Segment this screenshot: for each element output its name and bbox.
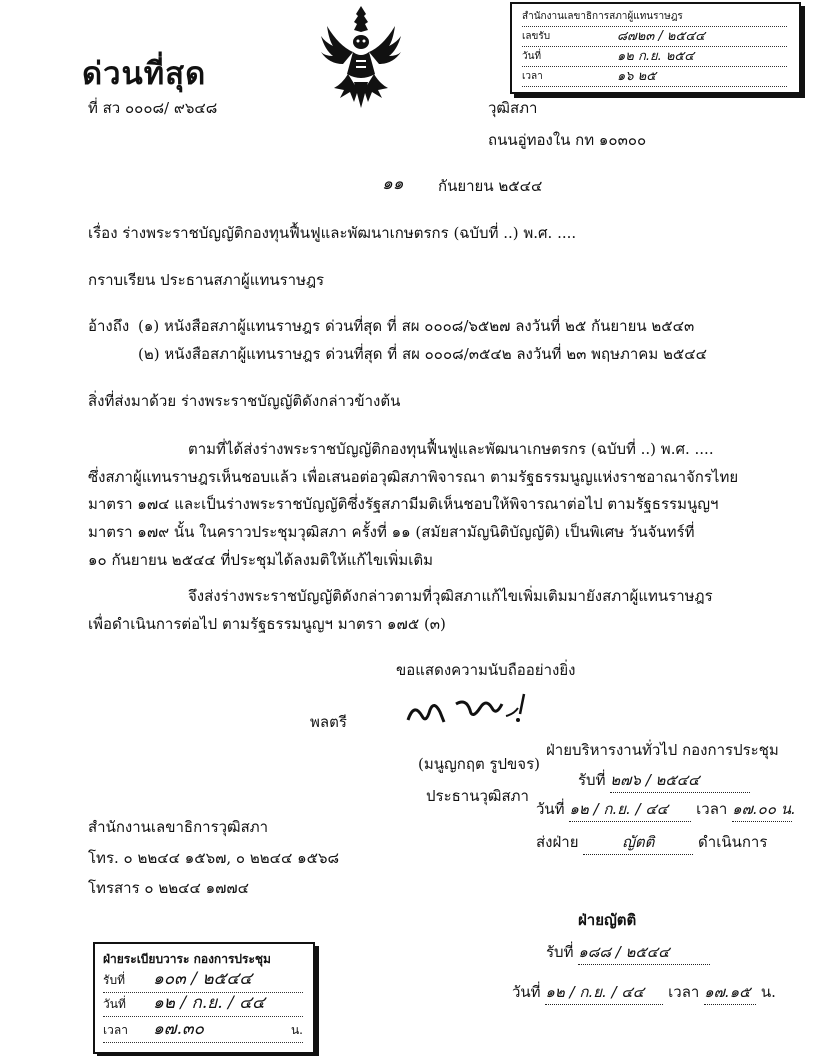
admin-note-send-value: ญัตติ <box>583 830 693 855</box>
motion-note-date-label: วันที่ <box>512 983 541 1001</box>
received-stamp-time-label: เวลา <box>522 71 543 82</box>
motion-note-time-label: เวลา <box>668 983 700 1001</box>
closing-line: ขอแสดงความนับถืออย่างยิ่ง <box>396 661 576 679</box>
received-stamp-number-label: เลขรับ <box>522 31 551 42</box>
motion-note-recv-label: รับที่ <box>546 943 574 961</box>
agenda-stamp-date-label: วันที่ <box>103 997 126 1011</box>
urgency-heading: ด่วนที่สุด <box>82 56 207 92</box>
signatory-title: ประธานวุฒิสภา <box>426 787 529 805</box>
admin-note-send-label: ส่งฝ่าย <box>536 833 579 851</box>
received-stamp-time-value: ๑๖ ๒๕ <box>617 69 657 84</box>
signatory-rank: พลตรี <box>310 713 347 731</box>
admin-note-time-value: ๑๗.๐๐ น. <box>732 797 792 822</box>
motion-note-title: ฝ่ายญัตติ <box>578 911 637 929</box>
references-label: อ้างถึง <box>88 317 130 335</box>
sender-address: ถนนอู่ทองใน กท ๑๐๓๐๐ <box>488 131 647 149</box>
agenda-stamp-time-row <box>103 1019 303 1043</box>
admin-note-date-label: วันที่ <box>536 800 565 818</box>
contact-telephone: โทร. ๐ ๒๒๔๔ ๑๕๖๗, ๐ ๒๒๔๔ ๑๕๖๘ <box>88 849 340 867</box>
reference-item-1: (๑) หนังสือสภาผู้แทนราษฎร ด่วนที่สุด ที่ สผ ๐๐๐๘/๖๕๒๗ ลงวันที่ ๒๕ กันยายน ๒๕๔๓ <box>138 317 695 335</box>
date-month-year: กันยายน ๒๕๔๔ <box>438 177 543 195</box>
admin-note-recv-label: รับที่ <box>578 771 606 789</box>
agenda-stamp-recv-value: ๑๐๓ / ๒๕๔๔ <box>153 969 253 989</box>
admin-note-recv-value: ๒๗๖ / ๒๕๔๔ <box>610 768 750 793</box>
admin-note-date-value: ๑๒ / ก.ย. / ๔๔ <box>569 797 691 822</box>
motion-note-unit: น. <box>760 983 776 1001</box>
agenda-stamp-time-label: เวลา <box>103 1023 128 1037</box>
received-stamp-office: สำนักงานเลขาธิการสภาผู้แทนราษฎร <box>522 11 683 22</box>
date-day: ๑๑ <box>382 174 404 194</box>
agenda-stamp-date-row <box>103 993 303 1017</box>
agenda-stamp <box>93 942 315 1054</box>
salutation: กราบเรียน ประธานสภาผู้แทนราษฎร <box>88 271 325 289</box>
body-paragraph-1-line-5: ๑๐ กันยายน ๒๕๔๔ ที่ประชุมได้ลงมติให้แก้ไขเพิ่มเติม <box>88 551 433 569</box>
motion-note-date-value: ๑๒ / ก.ย. / ๔๔ <box>545 980 663 1005</box>
motion-note-recv-value: ๑๘๘ / ๒๕๔๔ <box>578 940 710 965</box>
body-paragraph-2-line-1: จึงส่งร่างพระราชบัญญัติดังกล่าวตามที่วุฒิสภาแก้ไขเพิ่มเติมมายังสภาผู้แทนราษฎร <box>188 587 713 605</box>
agenda-stamp-title: ฝ่ายระเบียบวาระ กองการประชุม <box>103 952 271 966</box>
contact-fax: โทรสาร ๐ ๒๒๔๔ ๑๗๗๔ <box>88 879 250 897</box>
agenda-stamp-recv-label: รับที่ <box>103 973 125 987</box>
body-paragraph-2-line-2: เพื่อดำเนินการต่อไป ตามรัฐธรรมนูญฯ มาตรา ๑๗๕ (๓) <box>88 615 446 633</box>
garuda-emblem-icon <box>318 2 404 114</box>
signatory-name: (มนูญกฤต รูปขจร) <box>418 755 540 773</box>
admin-note-action: ดำเนินการ <box>698 833 768 851</box>
enclosure-line: สิ่งที่ส่งมาด้วย ร่างพระราชบัญญัติดังกล่าวข้างต้น <box>88 392 401 410</box>
body-paragraph-1-line-3: มาตรา ๑๗๔ และเป็นร่างพระราชบัญญัติซึ่งรัฐสภามีมติเห็นชอบให้พิจารณาต่อไป ตามรัฐธรรมนูญฯ <box>88 495 719 513</box>
reference-number: ที่ สว ๐๐๐๘/ ๙๖๔๘ <box>88 99 218 117</box>
admin-note-title: ฝ่ายบริหารงานทั่วไป กองการประชุม <box>546 741 779 759</box>
received-stamp-time-row <box>522 68 787 87</box>
received-stamp-date-value: ๑๒ ก.ย. ๒๕๔ <box>617 49 695 64</box>
body-paragraph-1-line-4: มาตรา ๑๗๙ นั้น ในคราวประชุมวุฒิสภา ครั้งที่ ๑๑ (สมัยสามัญนิติบัญญัติ) เป็นพิเศษ วันจันทร์ที่ <box>88 523 695 541</box>
signature-scribble <box>404 690 554 732</box>
agenda-stamp-time-unit: น. <box>290 1023 303 1037</box>
agenda-stamp-date-value: ๑๒ / ก.ย. / ๔๔ <box>153 993 265 1013</box>
reference-item-2: (๒) หนังสือสภาผู้แทนราษฎร ด่วนที่สุด ที่ สผ ๐๐๐๘/๓๕๔๒ ลงวันที่ ๒๓ พฤษภาคม ๒๕๔๔ <box>138 345 707 363</box>
contact-office: สำนักงานเลขาธิการวุฒิสภา <box>88 818 269 836</box>
body-paragraph-1-line-2: ซึ่งสภาผู้แทนราษฎรเห็นชอบแล้ว เพื่อเสนอต่อวุฒิสภาพิจารณา ตามรัฐธรรมนูญแห่งราชอาณาจักรไทย <box>88 468 739 486</box>
received-stamp <box>510 2 801 94</box>
received-stamp-number-value: ๘๗๒๓ / ๒๕๔๔ <box>617 29 705 44</box>
sender-office: วุฒิสภา <box>488 99 538 117</box>
agenda-stamp-time-value: ๑๗.๓๐ <box>153 1019 204 1039</box>
motion-note-time-value: ๑๗.๑๕ <box>704 980 756 1005</box>
received-stamp-date-label: วันที่ <box>522 51 542 62</box>
subject-line: เรื่อง ร่างพระราชบัญญัติกองทุนฟื้นฟูและพัฒนาเกษตรกร (ฉบับที่ ..) พ.ศ. .... <box>88 224 577 242</box>
admin-note-time-label: เวลา <box>696 800 728 818</box>
body-paragraph-1-line-1: ตามที่ได้ส่งร่างพระราชบัญญัติกองทุนฟื้นฟูและพัฒนาเกษตรกร (ฉบับที่ ..) พ.ศ. .... <box>188 440 714 458</box>
